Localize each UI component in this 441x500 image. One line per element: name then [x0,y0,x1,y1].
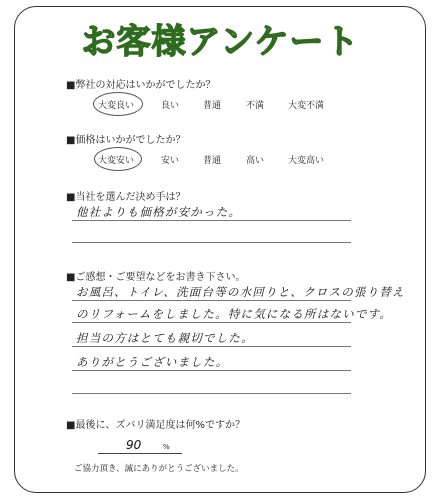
q1-selected-circle [93,92,143,116]
q1-option-3: 普通 [203,101,222,111]
q4-answer-line-3: 担当の方はとても親切でした。 [76,331,254,345]
q2-option-1: 大変安い [98,156,135,166]
q3-answer-line-1: 他社よりも価格が安かった。 [76,205,242,219]
score-underline [98,453,182,454]
answer-rule [72,370,351,371]
q1-option-4: 不満 [246,101,265,111]
page-title: お客様アンケート [81,22,360,62]
question-2-label: ■価格はいかがでしたか？ [66,135,186,146]
answer-rule [72,346,351,347]
thank-you-footer: ご協力頂き、誠にありがとうございました。 [74,464,244,474]
q2-option-2: 安い [161,156,180,166]
answer-rule [72,300,351,301]
q1-option-2: 良い [161,101,180,111]
q4-answer-line-4: ありがとうございました。 [76,355,229,369]
answer-rule [72,220,351,221]
answer-rule [72,322,351,323]
q2-selected-circle [94,147,142,171]
q2-option-4: 高い [246,156,265,166]
q4-answer-line-1: お風呂、トイレ、洗面台等の水回りと、クロスの張り替え [76,285,405,299]
answer-rule [72,242,351,243]
q2-option-5: 大変高い [288,156,325,166]
satisfaction-score: 90 [126,438,142,452]
q2-option-3: 普通 [203,156,222,166]
q1-option-1: 大変良い [98,101,135,111]
answer-rule [72,393,351,394]
question-4-label: ■ご感想・ご要望などをお書き下さい。 [66,272,246,283]
question-5-label: ■最後に、ズバリ満足度は何%ですか？ [66,420,245,431]
q4-answer-line-2: のリフォームをしました。特に気になる所はないです。 [76,307,393,321]
question-3-label: ■当社を選んだ決め手は？ [66,192,186,203]
question-1-label: ■弊社の対応はいかがでしたか？ [66,80,216,91]
q1-option-5: 大変不満 [288,101,325,111]
percent-unit: % [163,443,170,451]
